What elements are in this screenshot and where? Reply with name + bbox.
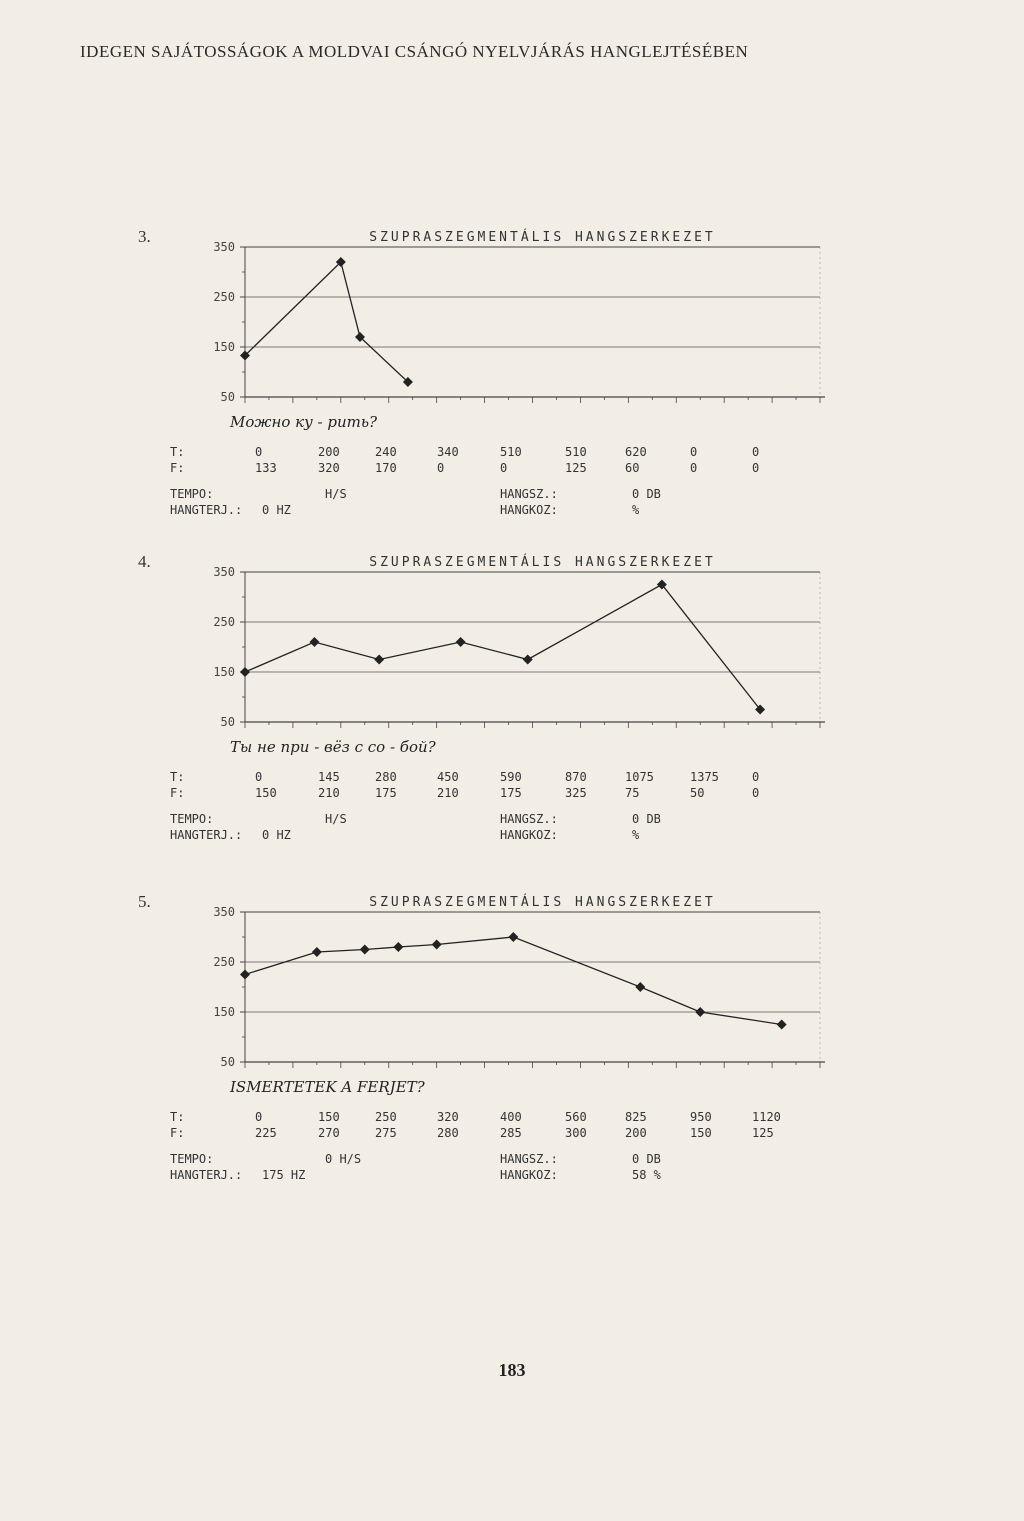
y-tick-label: 350	[213, 565, 235, 579]
t-value: 280	[375, 770, 397, 784]
t-value: 320	[437, 1110, 459, 1124]
data-point	[456, 637, 466, 647]
f-value: 0	[690, 461, 698, 475]
t-value: 240	[375, 445, 397, 459]
f-value: 275	[375, 1126, 397, 1140]
hangterj-label: HANGTERJ.:	[170, 503, 243, 517]
t-label: T:	[170, 770, 185, 784]
f-value: 125	[565, 461, 587, 475]
data-point	[432, 940, 442, 950]
t-value: 510	[500, 445, 522, 459]
data-point	[635, 982, 645, 992]
t-value: 0	[752, 770, 760, 784]
f-label: F:	[170, 1126, 185, 1140]
tempo-value: 0 H/S	[325, 1152, 362, 1166]
figure-number: 3.	[138, 227, 151, 246]
hangosz-label: HANGSZ.:	[500, 1152, 558, 1166]
phrase-text: Можно ку - рить?	[230, 413, 378, 431]
t-value: 1375	[690, 770, 719, 784]
data-point	[309, 637, 319, 647]
f-value: 175	[375, 786, 397, 800]
t-value: 450	[437, 770, 459, 784]
tempo-label: TEMPO:	[170, 1152, 214, 1166]
hangkoz-label: HANGKOZ:	[500, 828, 558, 842]
t-value: 825	[625, 1110, 647, 1124]
t-value: 0	[255, 445, 263, 459]
tempo-value: H/S	[325, 487, 347, 501]
t-value: 150	[318, 1110, 340, 1124]
data-point	[360, 945, 370, 955]
figure-number: 4.	[138, 552, 151, 571]
f-value: 133	[255, 461, 277, 475]
f-value: 60	[625, 461, 640, 475]
hangkoz-value: 58 %	[632, 1168, 661, 1182]
data-point	[240, 970, 250, 980]
y-tick-label: 250	[213, 290, 235, 304]
y-tick-label: 50	[220, 1055, 235, 1069]
f-value: 0	[437, 461, 445, 475]
series-line	[245, 262, 408, 382]
y-tick-label: 350	[213, 905, 235, 919]
t-value: 870	[565, 770, 587, 784]
t-value: 560	[565, 1110, 587, 1124]
f-value: 210	[437, 786, 459, 800]
t-value: 620	[625, 445, 647, 459]
f-value: 0	[752, 786, 760, 800]
t-value: 0	[752, 445, 760, 459]
t-value: 1075	[625, 770, 654, 784]
f-value: 280	[437, 1126, 459, 1140]
hangterj-value: 0 HZ	[262, 503, 291, 517]
t-value: 0	[690, 445, 698, 459]
chart-svg	[0, 880, 1024, 1080]
t-value: 200	[318, 445, 340, 459]
chart-title: SZUPRASZEGMENTÁLIS HANGSZERKEZET	[369, 230, 716, 245]
f-value: 175	[500, 786, 522, 800]
t-value: 0	[255, 770, 263, 784]
hangosz-label: HANGSZ.:	[500, 812, 558, 826]
data-point	[695, 1007, 705, 1017]
f-value: 170	[375, 461, 397, 475]
t-label: T:	[170, 445, 185, 459]
y-tick-label: 350	[213, 240, 235, 254]
f-value: 270	[318, 1126, 340, 1140]
f-value: 210	[318, 786, 340, 800]
y-tick-label: 150	[213, 340, 235, 354]
f-value: 125	[752, 1126, 774, 1140]
f-value: 285	[500, 1126, 522, 1140]
tempo-value: H/S	[325, 812, 347, 826]
data-point	[523, 655, 533, 665]
phrase-text: ISMERTETEK A FERJET?	[230, 1078, 425, 1096]
t-value: 0	[255, 1110, 263, 1124]
y-tick-label: 50	[220, 715, 235, 729]
page-number: 183	[498, 1360, 526, 1380]
chart-svg	[0, 215, 1024, 415]
tempo-label: TEMPO:	[170, 812, 214, 826]
f-value: 320	[318, 461, 340, 475]
y-tick-label: 250	[213, 615, 235, 629]
hangkoz-label: HANGKOZ:	[500, 1168, 558, 1182]
series-line	[245, 585, 760, 710]
data-point	[374, 655, 384, 665]
f-label: F:	[170, 786, 185, 800]
chart-title: SZUPRASZEGMENTÁLIS HANGSZERKEZET	[369, 555, 716, 570]
f-value: 200	[625, 1126, 647, 1140]
hangkoz-value: %	[632, 828, 640, 842]
f-value: 0	[500, 461, 508, 475]
hangterj-label: HANGTERJ.:	[170, 1168, 243, 1182]
data-point	[240, 667, 250, 677]
hangkoz-label: HANGKOZ:	[500, 503, 558, 517]
hangterj-value: 175 HZ	[262, 1168, 306, 1182]
t-value: 400	[500, 1110, 522, 1124]
t-value: 1120	[752, 1110, 781, 1124]
f-value: 325	[565, 786, 587, 800]
f-label: F:	[170, 461, 185, 475]
hangosz-value: 0 DB	[632, 1152, 661, 1166]
hangterj-label: HANGTERJ.:	[170, 828, 243, 842]
chart-svg	[0, 540, 1024, 740]
f-value: 75	[625, 786, 640, 800]
f-value: 50	[690, 786, 705, 800]
hangosz-label: HANGSZ.:	[500, 487, 558, 501]
t-value: 250	[375, 1110, 397, 1124]
data-point	[508, 932, 518, 942]
t-value: 145	[318, 770, 340, 784]
t-label: T:	[170, 1110, 185, 1124]
f-value: 225	[255, 1126, 277, 1140]
f-value: 150	[255, 786, 277, 800]
y-tick-label: 150	[213, 665, 235, 679]
hangosz-value: 0 DB	[632, 487, 661, 501]
phrase-text: Ты не при - вёз с со - бой?	[230, 738, 436, 756]
f-value: 150	[690, 1126, 712, 1140]
f-value: 300	[565, 1126, 587, 1140]
figure-number: 5.	[138, 892, 151, 911]
y-tick-label: 50	[220, 390, 235, 404]
t-value: 340	[437, 445, 459, 459]
f-value: 0	[752, 461, 760, 475]
page-header: IDEGEN SAJÁTOSSÁGOK A MOLDVAI CSÁNGÓ NYELVJÁRÁS HANGLEJTÉSÉBEN	[80, 42, 749, 61]
data-point	[312, 947, 322, 957]
hangosz-value: 0 DB	[632, 812, 661, 826]
tempo-label: TEMPO:	[170, 487, 214, 501]
hangterj-value: 0 HZ	[262, 828, 291, 842]
t-value: 590	[500, 770, 522, 784]
chart-title: SZUPRASZEGMENTÁLIS HANGSZERKEZET	[369, 895, 716, 910]
data-point	[393, 942, 403, 952]
t-value: 510	[565, 445, 587, 459]
hangkoz-value: %	[632, 503, 640, 517]
data-point	[777, 1020, 787, 1030]
y-tick-label: 150	[213, 1005, 235, 1019]
t-value: 950	[690, 1110, 712, 1124]
y-tick-label: 250	[213, 955, 235, 969]
